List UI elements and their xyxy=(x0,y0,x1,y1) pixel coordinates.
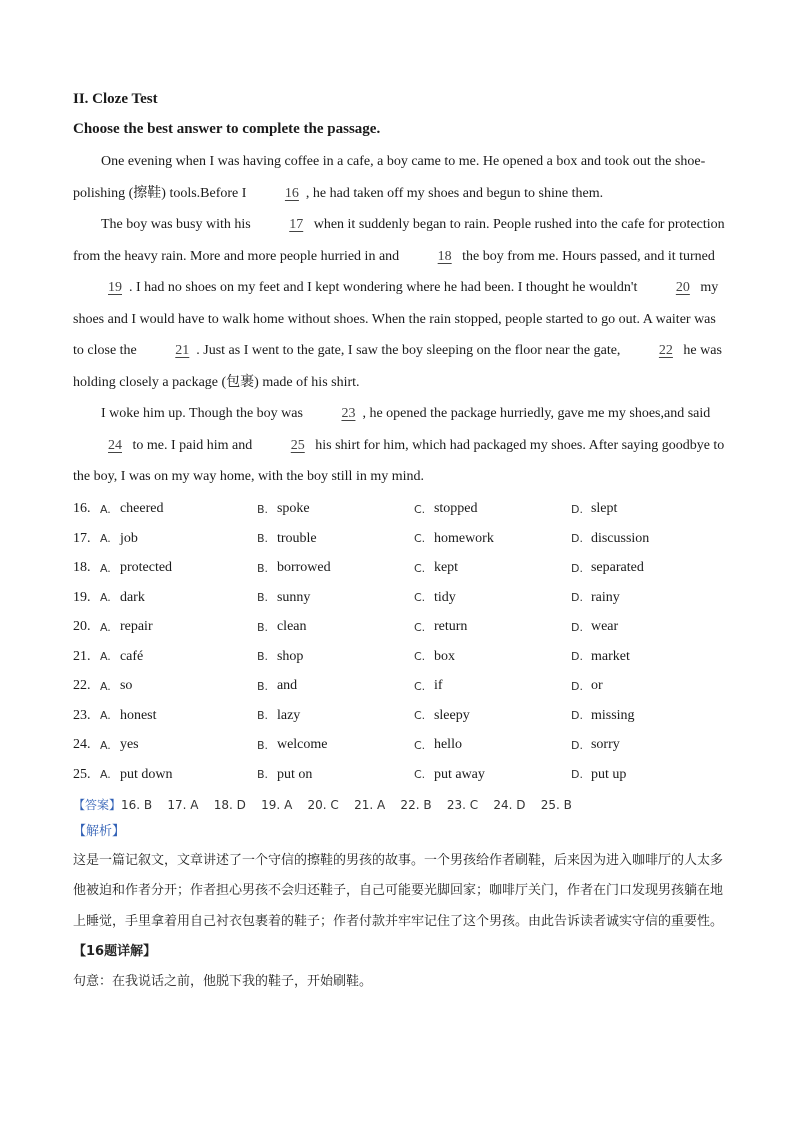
analysis-tag: 【解析】 xyxy=(73,823,126,839)
option-text: so xyxy=(119,678,133,694)
question-number: 22. xyxy=(73,678,91,694)
option-d xyxy=(571,708,728,724)
option-text: clean xyxy=(276,619,307,635)
option-letter: B. xyxy=(256,532,269,546)
option-text: box xyxy=(433,648,455,664)
option-d xyxy=(571,649,728,665)
option-c xyxy=(414,560,571,576)
blank-23: 23 xyxy=(341,406,356,421)
option-letter: B. xyxy=(256,738,269,752)
option-letter: C. xyxy=(413,561,426,575)
instruction: Choose the best answer to complete the passage. xyxy=(73,121,381,137)
option-d xyxy=(571,767,728,783)
option-letter: B. xyxy=(256,650,269,664)
option-letter: A. xyxy=(99,709,111,723)
option-text: rainy xyxy=(590,589,620,605)
option-text: slept xyxy=(590,501,618,517)
option-letter: D. xyxy=(570,768,583,782)
option-a xyxy=(100,767,257,783)
option-c xyxy=(414,767,571,783)
option-letter: A. xyxy=(99,620,111,634)
option-a xyxy=(100,501,257,517)
option-b xyxy=(257,708,414,724)
option-letter: D. xyxy=(570,650,583,664)
detail-heading: 【16题详解】 xyxy=(73,944,157,959)
question-row xyxy=(73,701,728,731)
option-d xyxy=(571,678,728,694)
option-text: and xyxy=(276,678,298,694)
option-b xyxy=(257,767,414,783)
option-b xyxy=(257,678,414,694)
option-text: spoke xyxy=(276,501,310,517)
blank-25: 25 xyxy=(290,437,305,453)
answer-key xyxy=(73,792,728,818)
option-letter: C. xyxy=(413,532,426,546)
option-c xyxy=(414,678,571,694)
option-letter: B. xyxy=(256,591,269,605)
blank-22: 22 xyxy=(658,343,673,358)
option-letter: A. xyxy=(99,768,111,782)
option-letter: D. xyxy=(570,620,583,634)
option-text: protected xyxy=(119,560,173,576)
option-text: put on xyxy=(276,766,313,782)
option-d xyxy=(571,737,728,753)
option-text: hello xyxy=(433,737,462,753)
option-letter: B. xyxy=(256,620,269,634)
option-d xyxy=(571,501,728,517)
option-letter: D. xyxy=(570,591,583,605)
options-list xyxy=(73,495,728,790)
option-text: welcome xyxy=(276,737,328,753)
answer-tag: 【答案】 xyxy=(73,797,122,812)
option-text: yes xyxy=(119,737,139,753)
option-b xyxy=(257,619,414,635)
question-number: 23. xyxy=(73,707,91,723)
question-number: 16. xyxy=(73,501,91,517)
option-text: dark xyxy=(119,589,145,605)
option-a xyxy=(100,619,257,635)
option-d xyxy=(571,560,728,576)
question-number: 25. xyxy=(73,766,91,782)
option-text: café xyxy=(119,648,144,664)
option-b xyxy=(257,737,414,753)
option-letter: C. xyxy=(413,738,426,752)
option-letter: D. xyxy=(570,502,583,516)
question-row xyxy=(73,760,728,790)
document-page xyxy=(73,88,728,998)
option-letter: C. xyxy=(413,650,426,664)
option-a xyxy=(100,531,257,547)
question-row xyxy=(73,495,728,525)
option-c xyxy=(414,501,571,517)
option-text: put down xyxy=(119,766,173,782)
option-letter: B. xyxy=(256,679,269,693)
option-text: put up xyxy=(590,766,627,782)
option-text: separated xyxy=(590,560,644,576)
option-a xyxy=(100,737,257,753)
option-text: honest xyxy=(119,707,157,723)
analysis-text: 这是一篇记叙文，文章讲述了一个守信的擦鞋的男孩的故事。一个男孩给作者刷鞋，后来因为进入咖啡厅的人太多他被迫和作者分开；作者担心男孩不会归还鞋子，自己可能要光脚回家；咖啡厅关门，作者在门口发现男孩躺在地上睡觉，手里拿着用自己衬衣包裹着的鞋子；作者付款并牢牢记住了这个男孩。由此告诉读者诚实守信的重要性。 xyxy=(73,852,724,929)
passage-paragraph-3: I woke him up. Though the boy was 23 , he opened the package hurriedly, gave me my shoes,and said 24 to me. I paid him and 25 his shirt for him, which had packaged my shoes. After saying goodbye to the boy, I was on my way home, with the boy still in my mind. xyxy=(73,398,728,493)
answer-text: 16. B 17. A 18. D 19. A 20. C 21. A 22. B 23. C 24. D 25. B xyxy=(121,797,572,812)
option-text: job xyxy=(119,530,138,546)
question-row xyxy=(73,583,728,613)
question-number: 19. xyxy=(73,589,91,605)
option-c xyxy=(414,590,571,606)
passage-paragraph-1: One evening when I was having coffee in a cafe, a boy came to me. He opened a box and took out the shoe-polishing (擦鞋) tools.Before I 16 , he had taken off my shoes and begun to shine them. xyxy=(73,146,728,209)
option-text: tidy xyxy=(433,589,456,605)
option-text: cheered xyxy=(119,501,164,517)
option-letter: A. xyxy=(99,502,111,516)
blank-24: 24 xyxy=(108,437,122,453)
option-letter: B. xyxy=(256,502,269,516)
option-c xyxy=(414,531,571,547)
option-b xyxy=(257,531,414,547)
option-c xyxy=(414,737,571,753)
detail-text: 句意：在我说话之前，他脱下我的鞋子，开始刷鞋。 xyxy=(73,974,373,989)
option-letter: A. xyxy=(99,679,111,693)
option-text: discussion xyxy=(590,530,650,546)
option-text: homework xyxy=(433,530,494,546)
question-number: 17. xyxy=(73,530,91,546)
blank-17: 17 xyxy=(289,217,304,232)
question-number: 18. xyxy=(73,560,91,576)
option-a xyxy=(100,708,257,724)
option-text: stopped xyxy=(433,501,478,517)
option-text: trouble xyxy=(276,530,317,546)
option-text: or xyxy=(590,678,603,694)
option-b xyxy=(257,501,414,517)
option-d xyxy=(571,531,728,547)
blank-19: 19 xyxy=(108,280,122,295)
option-letter: A. xyxy=(99,738,111,752)
option-text: repair xyxy=(119,619,153,635)
option-letter: A. xyxy=(99,650,111,664)
option-text: if xyxy=(433,678,443,694)
blank-18: 18 xyxy=(437,248,452,264)
option-letter: B. xyxy=(256,768,269,782)
option-text: missing xyxy=(590,707,635,723)
option-text: market xyxy=(590,648,630,664)
blank-16: 16 xyxy=(284,185,299,201)
question-row xyxy=(73,642,728,672)
section-title: II. Cloze Test xyxy=(73,91,158,107)
option-text: sorry xyxy=(590,737,620,753)
option-text: return xyxy=(433,619,468,635)
option-c xyxy=(414,708,571,724)
option-letter: D. xyxy=(570,561,583,575)
question-row xyxy=(73,672,728,702)
option-letter: C. xyxy=(413,502,426,516)
option-letter: B. xyxy=(256,709,269,723)
option-letter: C. xyxy=(413,709,426,723)
question-row xyxy=(73,731,728,761)
question-number: 20. xyxy=(73,619,91,635)
passage-paragraph-2: The boy was busy with his 17 when it suddenly began to rain. People rushed into the cafe for protection from the heavy rain. More and more people hurried in and 18 the boy from me. Hours passed, and it turned 19 . I had no shoes on my feet and I kept wondering where he had been. I thought he wouldn't 20 my shoes and I would have to walk home without shoes. When the rain stopped, people started to go out. A waiter was to close the 21 . Just as I went to the gate, I saw the boy sleeping on the floor near the gate, 22 he was holding closely a package (包裹) made of his shirt. xyxy=(73,209,728,398)
option-b xyxy=(257,590,414,606)
option-c xyxy=(414,619,571,635)
blank-20: 20 xyxy=(675,280,690,295)
option-text: wear xyxy=(590,619,619,635)
option-text: lazy xyxy=(276,707,301,723)
option-a xyxy=(100,649,257,665)
option-text: kept xyxy=(433,560,459,576)
option-letter: B. xyxy=(256,561,269,575)
option-letter: D. xyxy=(570,532,583,546)
option-d xyxy=(571,590,728,606)
option-letter: A. xyxy=(99,591,111,605)
option-a xyxy=(100,590,257,606)
option-text: sleepy xyxy=(433,707,470,723)
option-letter: A. xyxy=(99,532,111,546)
option-a xyxy=(100,678,257,694)
option-letter: D. xyxy=(570,679,583,693)
blank-21: 21 xyxy=(175,343,190,358)
option-text: sunny xyxy=(276,589,311,605)
question-row xyxy=(73,554,728,584)
question-number: 24. xyxy=(73,737,91,753)
option-b xyxy=(257,649,414,665)
option-text: put away xyxy=(433,766,485,782)
option-letter: D. xyxy=(570,738,583,752)
question-row xyxy=(73,524,728,554)
option-text: shop xyxy=(276,648,304,664)
option-a xyxy=(100,560,257,576)
option-c xyxy=(414,649,571,665)
option-letter: C. xyxy=(413,768,426,782)
option-text: borrowed xyxy=(276,560,331,576)
option-d xyxy=(571,619,728,635)
option-b xyxy=(257,560,414,576)
option-letter: A. xyxy=(99,561,111,575)
option-letter: C. xyxy=(413,591,426,605)
option-letter: C. xyxy=(413,620,426,634)
question-number: 21. xyxy=(73,648,91,664)
option-letter: C. xyxy=(413,679,426,693)
question-row xyxy=(73,613,728,643)
option-letter: D. xyxy=(570,709,583,723)
